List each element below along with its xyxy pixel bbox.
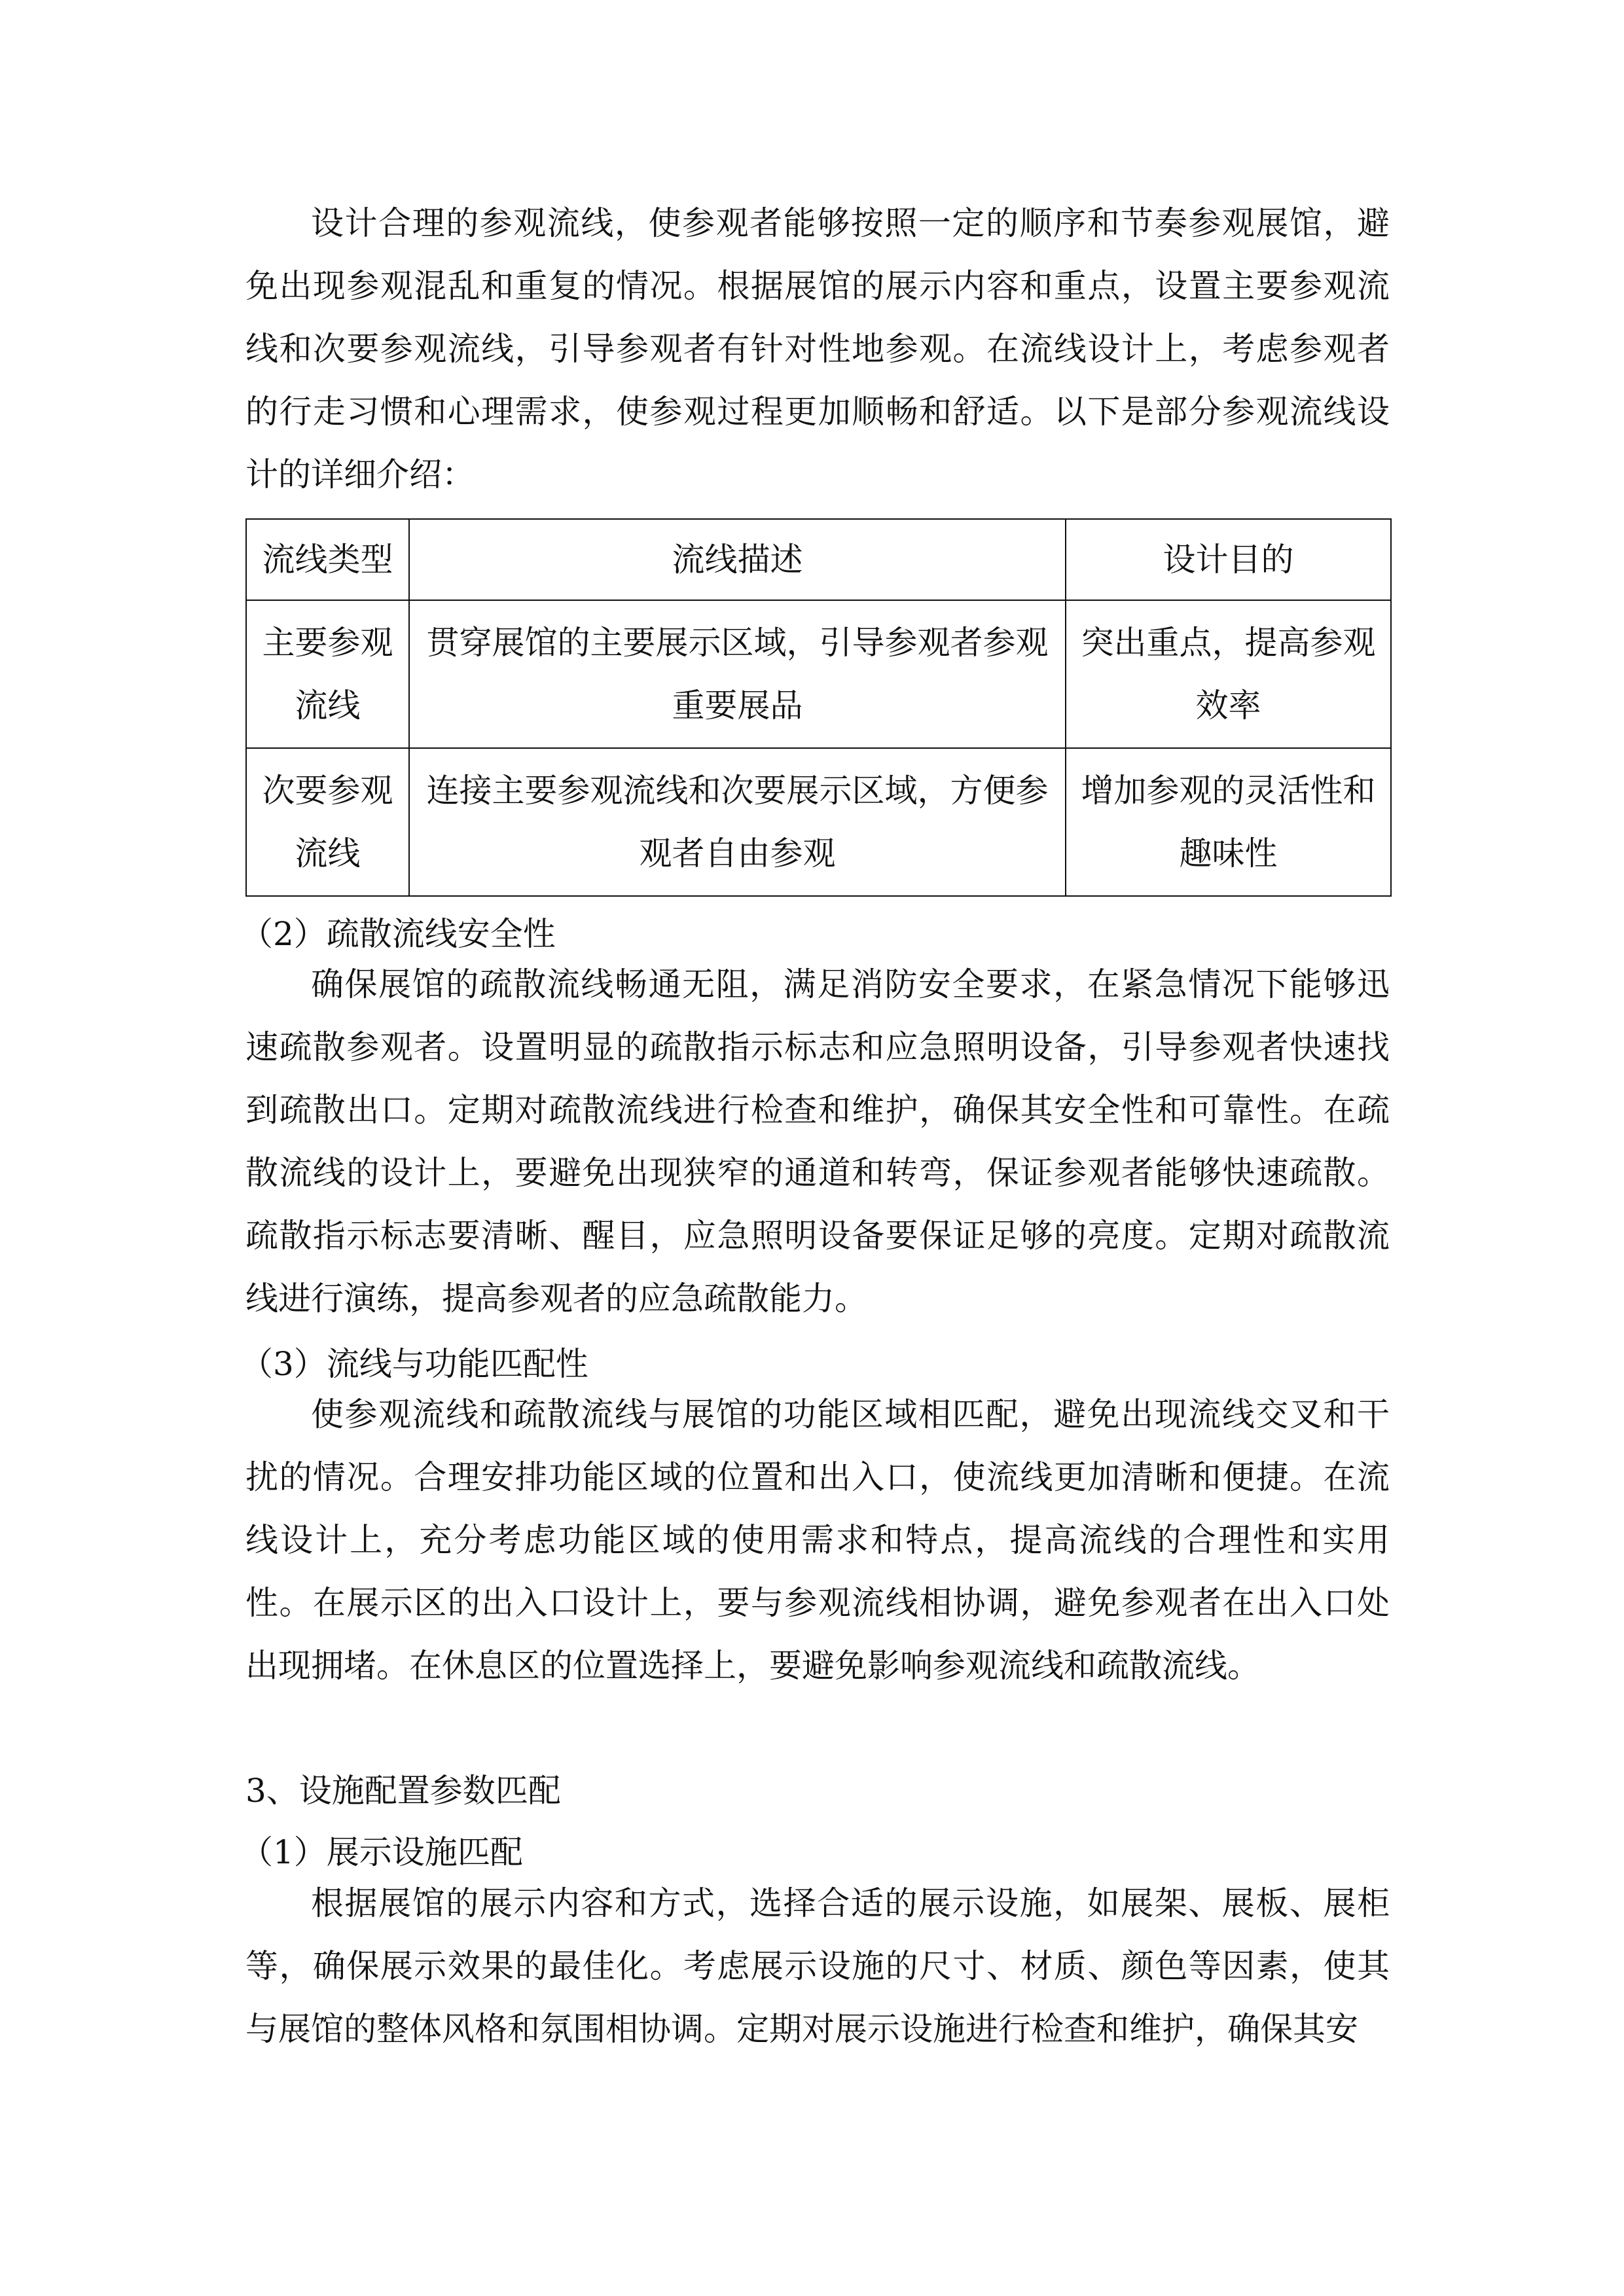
- table-cell: 增加参观的灵活性和趣味性: [1066, 748, 1391, 896]
- table-header-row: [246, 519, 1391, 600]
- function-match-heading: （3）流线与功能匹配性: [240, 1345, 588, 1383]
- display-facility-heading: （1）展示设施匹配: [240, 1833, 523, 1871]
- table-cell: 主要参观流线: [246, 600, 409, 748]
- evacuation-paragraph: 确保展馆的疏散流线畅通无阻，满足消防安全要求，在紧急情况下能够迅速疏散参观者。设置明显的疏散指示标志和应急照明设备，引导参观者快速找到疏散出口。定期对疏散流线进行检查和维护，确保其安全性和可靠性。在疏散流线的设计上，要避免出现狭窄的通道和转弯，保证参观者能够快速疏散。疏散指示标志要清晰、醒目，应急照明设备要保证足够的亮度。定期对疏散流线进行演练，提高参观者的应急疏散能力。: [245, 965, 1390, 1318]
- table-cell: 连接主要参观流线和次要展示区域，方便参观者自由参观: [409, 748, 1066, 896]
- display-facility-paragraph: 根据展馆的展示内容和方式，选择合适的展示设施，如展架、展板、展柜等，确保展示效果的最佳化。考虑展示设施的尺寸、材质、颜色等因素，使其与展馆的整体风格和氛围相协调。定期对展示设施进行检查和维护，确保其安: [245, 1884, 1390, 2048]
- section3-heading: 3、设施配置参数匹配: [245, 1772, 561, 1810]
- evacuation-heading: （2）疏散流线安全性: [240, 915, 556, 953]
- table-header-cell: 设计目的: [1066, 519, 1391, 600]
- table-header-cell: 流线类型: [246, 519, 409, 600]
- function-match-paragraph: 使参观流线和疏散流线与展馆的功能区域相匹配，避免出现流线交叉和干扰的情况。合理安排功能区域的位置和出入口，使流线更加清晰和便捷。在流线设计上，充分考虑功能区域的使用需求和特点，提高流线的合理性和实用性。在展示区的出入口设计上，要与参观流线相协调，避免参观者在出入口处出现拥堵。在休息区的位置选择上，要避免影响参观流线和疏散流线。: [245, 1395, 1390, 1685]
- table-header-cell: 流线描述: [409, 519, 1066, 600]
- table-cell: 突出重点，提高参观效率: [1066, 600, 1391, 748]
- table-row: [246, 600, 1391, 748]
- table-cell: 贯穿展馆的主要展示区域，引导参观者参观重要展品: [409, 600, 1066, 748]
- flow-design-table: [245, 518, 1392, 897]
- table-cell: 次要参观流线: [246, 748, 409, 896]
- table-row: [246, 748, 1391, 896]
- intro-paragraph: 设计合理的参观流线，使参观者能够按照一定的顺序和节奏参观展馆，避免出现参观混乱和重复的情况。根据展馆的展示内容和重点，设置主要参观流线和次要参观流线，引导参观者有针对性地参观。在流线设计上，考虑参观者的行走习惯和心理需求，使参观过程更加顺畅和舒适。以下是部分参观流线设计的详细介绍：: [245, 204, 1390, 493]
